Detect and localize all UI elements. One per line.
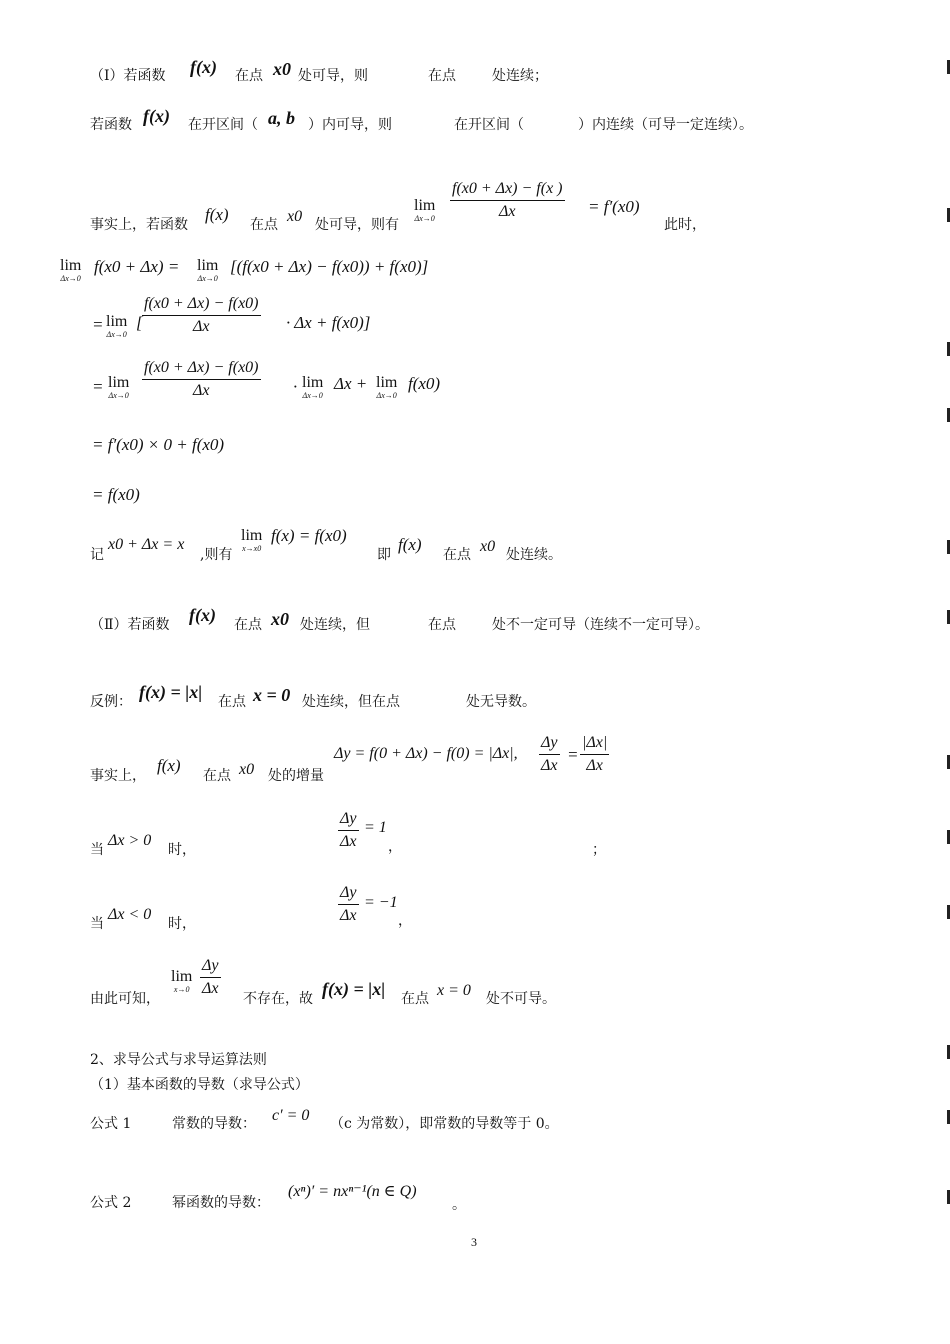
lim-subscript: Δx→0 bbox=[376, 391, 397, 400]
text: （c 为常数），即常数的导数等于 0。 bbox=[330, 1116, 559, 1132]
text: 处不可导。 bbox=[486, 991, 556, 1007]
equation-line-4: = f′(x0) × 0 + f(x0) bbox=[92, 435, 225, 454]
fraction bbox=[580, 735, 609, 774]
math-condition: Δx > 0 bbox=[108, 832, 152, 849]
lim-word: lim bbox=[376, 374, 398, 391]
denominator: Δx bbox=[499, 203, 516, 220]
text: 处连续； bbox=[492, 68, 548, 84]
text: 时， bbox=[168, 916, 196, 932]
equation-line-5: = f(x0) bbox=[92, 485, 140, 504]
denominator: Δx bbox=[586, 757, 603, 774]
fraction bbox=[539, 735, 560, 774]
math-increment: Δy = f(0 + Δx) − f(0) = |Δx|, bbox=[334, 745, 518, 762]
math-fx: f(x) bbox=[143, 106, 170, 126]
limit-operator bbox=[302, 375, 323, 400]
text: 不存在，故 bbox=[243, 991, 313, 1007]
text: 在点 bbox=[250, 217, 278, 233]
fraction bbox=[142, 360, 261, 399]
fraction bbox=[450, 181, 565, 220]
page-number: 3 bbox=[471, 1235, 477, 1249]
lim-subscript: x→x0 bbox=[242, 544, 262, 553]
math-fx: f(x) bbox=[398, 535, 422, 554]
text: 常数的导数： bbox=[172, 1116, 256, 1132]
numerator: Δy bbox=[539, 735, 560, 755]
math-expr: Δx + bbox=[334, 374, 368, 393]
numerator: f(x0 + Δx) − f(x0) bbox=[142, 360, 261, 380]
text: 记 bbox=[90, 547, 104, 563]
fraction bbox=[200, 958, 221, 997]
math-expr: x0 + Δx = x bbox=[108, 536, 185, 553]
numerator: Δy bbox=[338, 885, 359, 905]
math-abs-function: f(x) = |x| bbox=[322, 979, 386, 999]
numerator: Δy bbox=[338, 811, 359, 831]
text: 在点 bbox=[443, 547, 471, 563]
subsection-heading: （1）基本函数的导数（求导公式） bbox=[90, 1077, 309, 1093]
lim-subscript: Δx→0 bbox=[302, 391, 323, 400]
text: （Ⅰ）若函数 bbox=[90, 68, 166, 84]
fraction bbox=[142, 296, 261, 335]
text: 当 bbox=[90, 916, 104, 932]
text: 处的增量 bbox=[268, 768, 324, 784]
limit-operator bbox=[60, 258, 81, 283]
text: ）内连续（可导一定连续）。 bbox=[578, 117, 753, 133]
lim-word: lim bbox=[108, 374, 130, 391]
math-x0: x0 bbox=[273, 59, 291, 79]
math-abs-function: f(x) = |x| bbox=[139, 682, 203, 702]
lim-subscript: Δx→0 bbox=[60, 274, 81, 283]
denominator: Δx bbox=[193, 382, 210, 399]
text: 在点 bbox=[235, 68, 263, 84]
lim-word: lim bbox=[302, 374, 324, 391]
math-power-derivative: (xⁿ)′ = nxⁿ⁻¹(n ∈ Q) bbox=[288, 1183, 417, 1200]
lim-subscript: Δx→0 bbox=[414, 214, 435, 223]
math-constant-derivative: c′ = 0 bbox=[272, 1107, 310, 1124]
text: （Ⅱ）若函数 bbox=[90, 617, 170, 633]
math-derivative: = f′(x0) bbox=[588, 197, 640, 216]
math-interval: a, b bbox=[268, 108, 295, 128]
text: 由此可知， bbox=[90, 991, 160, 1007]
limit-operator bbox=[106, 314, 127, 339]
text: 处连续。 bbox=[506, 547, 562, 563]
limit-operator bbox=[108, 375, 129, 400]
lim-word: lim bbox=[197, 257, 219, 274]
text: 在开区间（ bbox=[188, 117, 258, 133]
text: 处可导，则 bbox=[298, 68, 368, 84]
numerator: |Δx| bbox=[580, 735, 609, 755]
text: 处不一定可导（连续不一定可导）。 bbox=[492, 617, 709, 633]
math-value: = 1 bbox=[364, 819, 387, 836]
text: 。 bbox=[452, 1197, 466, 1213]
text: 幂函数的导数： bbox=[172, 1195, 270, 1211]
denominator: Δx bbox=[541, 757, 558, 774]
math-x-equals-0: x = 0 bbox=[437, 982, 471, 999]
math-condition: Δx < 0 bbox=[108, 906, 152, 923]
lim-word: lim bbox=[60, 257, 82, 274]
text: 处连续，但 bbox=[300, 617, 370, 633]
lim-word: lim bbox=[414, 197, 436, 214]
math-eq: = bbox=[92, 315, 104, 334]
text: ， bbox=[388, 839, 402, 855]
math-x0: x0 bbox=[239, 761, 255, 778]
formula-label: 公式 2 bbox=[90, 1195, 132, 1211]
text: 处连续，但在点 bbox=[302, 694, 400, 710]
text: ,则有 bbox=[200, 547, 233, 563]
text: 事实上，若函数 bbox=[90, 217, 188, 233]
numerator: Δy bbox=[200, 958, 221, 978]
math-expr: f(x0 + Δx) = bbox=[94, 257, 180, 276]
text: 事实上， bbox=[90, 768, 146, 784]
math-x0: x0 bbox=[287, 208, 303, 225]
limit-operator bbox=[241, 528, 262, 553]
math-fx: f(x) bbox=[205, 205, 229, 224]
math-x-equals-0: x = 0 bbox=[253, 685, 291, 705]
text: 即 bbox=[377, 547, 391, 563]
fraction bbox=[338, 811, 359, 850]
text: ； bbox=[592, 842, 606, 858]
numerator: f(x0 + Δx) − f(x ) bbox=[450, 181, 565, 201]
math-eq: = bbox=[92, 377, 104, 396]
lim-subscript: Δx→0 bbox=[108, 391, 129, 400]
text: 在点 bbox=[401, 991, 429, 1007]
math-eq: = bbox=[567, 745, 579, 764]
math-dot: · bbox=[293, 377, 298, 396]
limit-operator bbox=[376, 375, 397, 400]
math-fx: f(x) bbox=[189, 605, 216, 625]
math-x0: x0 bbox=[480, 538, 496, 555]
fraction bbox=[338, 885, 359, 924]
limit-operator bbox=[171, 969, 192, 994]
text: ）内可导，则 bbox=[308, 117, 392, 133]
lim-word: lim bbox=[106, 313, 128, 330]
text: 在点 bbox=[203, 768, 231, 784]
text: 此时， bbox=[664, 217, 706, 233]
text: 在点 bbox=[218, 694, 246, 710]
math-fx: f(x) bbox=[190, 57, 217, 77]
limit-operator bbox=[414, 198, 435, 223]
text: 在点 bbox=[428, 68, 456, 84]
text: 在点 bbox=[428, 617, 456, 633]
text: 处无导数。 bbox=[466, 694, 536, 710]
text: 反例： bbox=[90, 694, 132, 710]
text: 在点 bbox=[234, 617, 262, 633]
math-expr: · Δx + f(x0)] bbox=[286, 313, 371, 332]
denominator: Δx bbox=[193, 318, 210, 335]
limit-operator bbox=[197, 258, 218, 283]
text: 处可导，则有 bbox=[315, 217, 399, 233]
denominator: Δx bbox=[202, 980, 219, 997]
text: 当 bbox=[90, 842, 104, 858]
math-expr: f(x) = f(x0) bbox=[271, 526, 347, 545]
math-expr: [(f(x0 + Δx) − f(x0)) + f(x0)] bbox=[230, 257, 429, 276]
math-value: = −1 bbox=[364, 894, 398, 911]
math-fx: f(x) bbox=[157, 756, 181, 775]
lim-word: lim bbox=[241, 527, 263, 544]
denominator: Δx bbox=[340, 907, 357, 924]
numerator: f(x0 + Δx) − f(x0) bbox=[142, 296, 261, 316]
formula-label: 公式 1 bbox=[90, 1116, 132, 1132]
denominator: Δx bbox=[340, 833, 357, 850]
section-heading: 2、求导公式与求导运算法则 bbox=[90, 1052, 267, 1068]
text: 在开区间（ bbox=[454, 117, 524, 133]
lim-subscript: Δx→0 bbox=[106, 330, 127, 339]
text: 时， bbox=[168, 842, 196, 858]
text: ， bbox=[398, 913, 412, 929]
math-x0: x0 bbox=[271, 609, 289, 629]
lim-subscript: Δx→0 bbox=[197, 274, 218, 283]
lim-subscript: x→0 bbox=[173, 985, 190, 994]
lim-word: lim bbox=[171, 968, 193, 985]
math-expr: f(x0) bbox=[408, 374, 441, 393]
text: 若函数 bbox=[90, 117, 132, 133]
math-bracket: [ bbox=[136, 313, 143, 332]
